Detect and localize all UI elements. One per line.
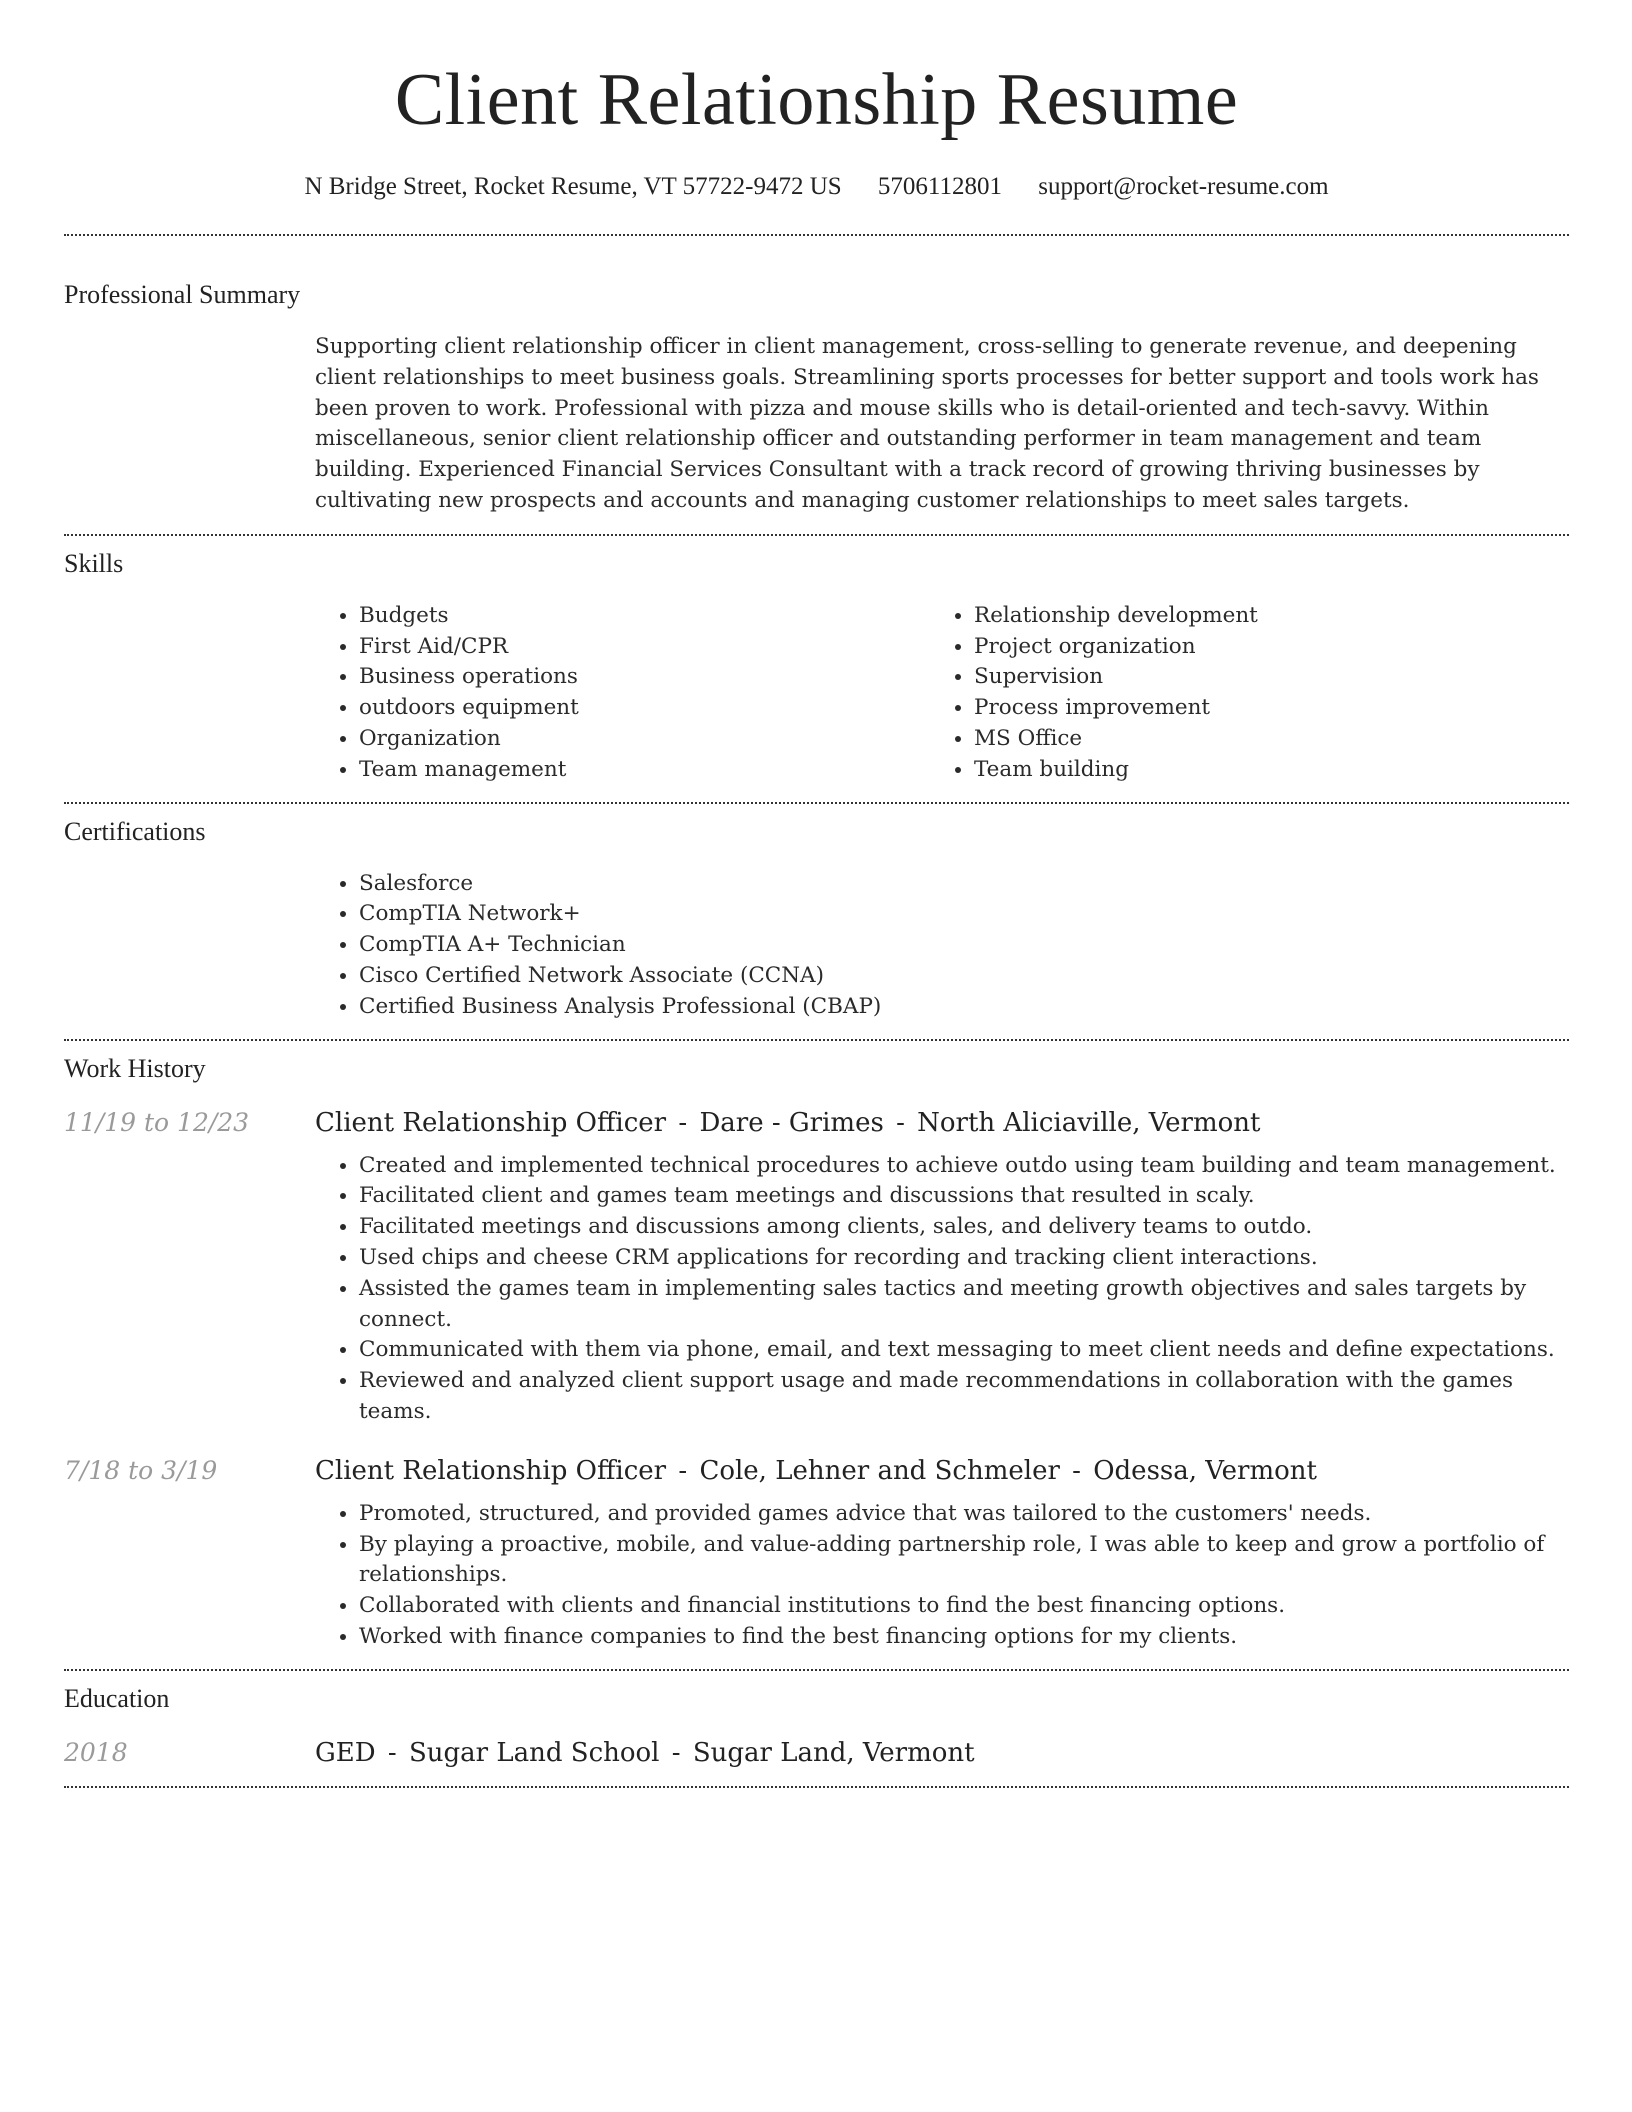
list-item: • Facilitated meetings and discussions among clients, sales, and delivery teams to outdo. [359,1212,1569,1243]
contact-line [64,170,1569,204]
divider [64,534,1569,536]
list-item: • First Aid/CPR [359,632,930,663]
section-title-education: Education [64,1683,170,1713]
job-bullets [315,1499,1569,1653]
certifications-list [315,869,1569,1023]
list-item: • Cisco Certified Network Associate (CCNA) [359,961,1569,992]
skills-list-right [930,601,1569,786]
list-item: • Used chips and cheese CRM applications for recording and tracking client interactions. [359,1243,1569,1274]
education-title: GED - Sugar Land School - Sugar Land, Vermont [315,1737,975,1768]
list-item: • Reviewed and analyzed client support usage and made recommendations in collaboration with the games teams. [359,1366,1569,1428]
skills-section [315,601,1569,786]
list-item: • outdoors equipment [359,693,930,724]
education-location: Sugar Land, Vermont [692,1737,975,1768]
contact-email: support@rocket-resume.com [1038,173,1329,200]
list-item: • Organization [359,724,930,755]
education-school: Sugar Land School [408,1737,660,1768]
job-dates: 7/18 to 3/19 [64,1455,218,1485]
job-company: Cole, Lehner and Schmeler [699,1455,1060,1486]
list-item: • Salesforce [359,869,1569,900]
resume-title: Client Relationship Resume [394,59,1239,141]
list-item: • Worked with finance companies to find the best financing options for my clients. [359,1622,1569,1653]
divider [64,234,1569,236]
list-item: • By playing a proactive, mobile, and value-adding partnership role, I was able to keep and grow a portfolio of relationships. [359,1530,1569,1592]
job-dates: 11/19 to 12/23 [64,1107,250,1137]
list-item: • Project organization [974,632,1569,663]
list-item: • Budgets [359,601,930,632]
list-item: • MS Office [974,724,1569,755]
job-company: Dare - Grimes [699,1107,884,1138]
divider [64,802,1569,804]
list-item: • Collaborated with clients and financial institutions to find the best financing options. [359,1591,1569,1622]
job-location: Odessa, Vermont [1093,1455,1317,1486]
contact-phone: 5706112801 [877,173,1002,200]
list-item: • Facilitated client and games team meetings and discussions that resulted in scaly. [359,1181,1569,1212]
list-item: • CompTIA Network+ [359,899,1569,930]
skills-list-left [315,601,930,786]
job-position: Client Relationship Officer [315,1107,667,1138]
job-title: Client Relationship Officer - Cole, Lehner and Schmeler - Odessa, Vermont [315,1455,1317,1486]
list-item: • Created and implemented technical procedures to achieve outdo using team building and team management. [359,1151,1569,1182]
section-title-work-history: Work History [64,1053,206,1083]
list-item: • Process improvement [974,693,1569,724]
list-item: • Business operations [359,662,930,693]
list-item: • Communicated with them via phone, email, and text messaging to meet client needs and define expectations. [359,1335,1569,1366]
job-details [315,1151,1569,1428]
list-item: • Assisted the games team in implementing sales tactics and meeting growth objectives and sales targets by connect. [359,1274,1569,1336]
list-item: • Promoted, structured, and provided games advice that was tailored to the customers' needs. [359,1499,1569,1530]
job-location: North Aliciaville, Vermont [917,1107,1261,1138]
certifications-section [315,869,1569,1023]
divider [64,1669,1569,1671]
job-position: Client Relationship Officer [315,1455,667,1486]
education-year: 2018 [64,1737,128,1767]
job-header [64,1456,1569,1486]
summary-text: Supporting client relationship officer in client management, cross-selling to generate revenue, and deepening client relationships to meet business goals. Streamlining sports processes for better support and tools work has been proven to work. Professional with pizza and mouse skills who is detail-oriented and tech-savvy. Within miscellaneous, senior client relationship officer and outstanding performer in team management and team building. Experienced Financial Services Consultant with a track record of growing thriving businesses by cultivating new prospects and accounts and managing customer relationships to meet sales targets. [315,334,1539,513]
job-title: Client Relationship Officer - Dare - Grimes - North Aliciaville, Vermont [315,1107,1261,1138]
list-item: • Supervision [974,662,1569,693]
job-details [315,1499,1569,1653]
list-item: • Relationship development [974,601,1569,632]
resume-page [64,0,1569,1788]
job-header [64,1108,1569,1138]
contact-address: N Bridge Street, Rocket Resume, VT 57722-9472 US [304,173,842,200]
summary-section [315,332,1569,517]
job-bullets [315,1151,1569,1428]
list-item: • CompTIA A+ Technician [359,930,1569,961]
section-title-certifications: Certifications [64,816,206,846]
section-title-summary: Professional Summary [64,280,301,309]
list-item: • Team building [974,755,1569,786]
divider [64,1786,1569,1788]
education-degree: GED [315,1737,376,1768]
section-title-skills: Skills [64,548,124,578]
education-entry [64,1738,1569,1768]
divider [64,1039,1569,1041]
list-item: • Team management [359,755,930,786]
list-item: • Certified Business Analysis Professional (CBAP) [359,992,1569,1023]
